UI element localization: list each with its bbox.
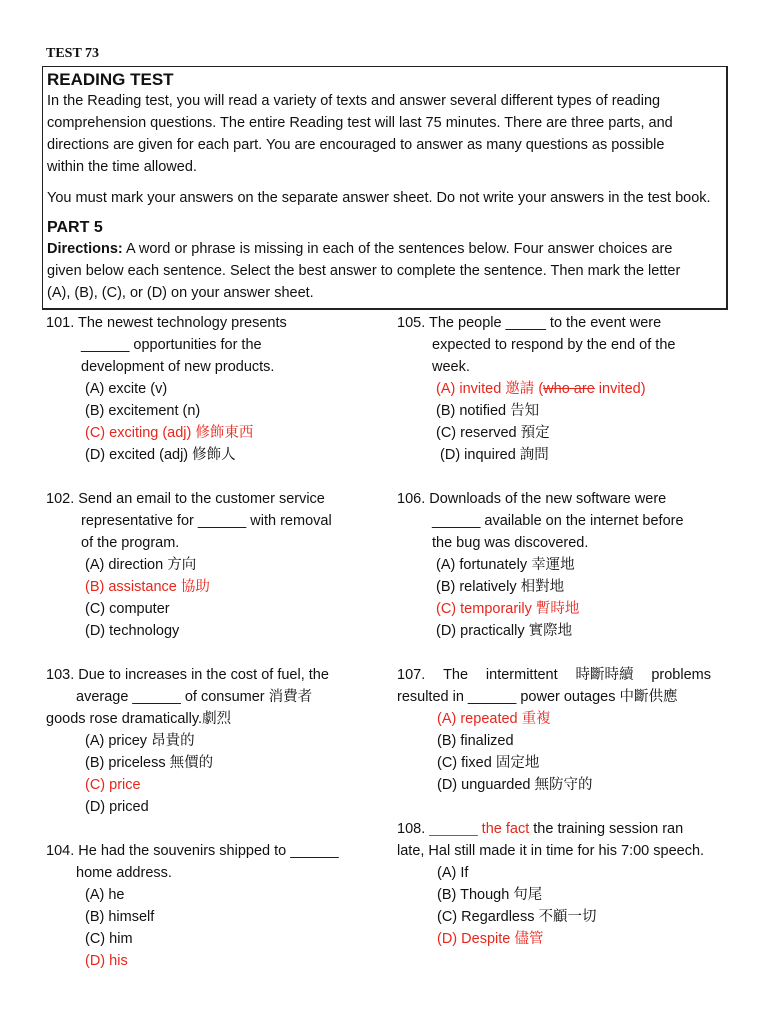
answer-option: (A) If [437,865,469,881]
directions-line [47,238,722,260]
correct-answer-option: (A) repeated 重複 [437,711,551,727]
question-101 [46,312,386,466]
question-stem: ______ available on the internet before [432,513,684,529]
question-stem: average ______ of consumer 消費者 [76,689,313,705]
answer-option: (B) Though 句尾 [437,887,543,903]
stem-word: intermittent [485,667,558,683]
stem-word: 時斷時續 [575,667,634,683]
answer-option: (A) direction 方向 [85,557,197,573]
option-text: (A) invited 邀請 ( [436,381,544,397]
question-105 [397,312,727,466]
question-stem: expected to respond by the end of the [432,337,676,353]
answer-option: (A) fortunately 幸運地 [436,557,575,573]
question-stem: of the program. [81,535,180,551]
question-stem: resulted in ______ power outages 中斷供應 [397,689,678,705]
answer-sheet-note: You must mark your answers on the separate answer sheet. Do not write your answers in the test book. [47,190,711,206]
question-stem: 106. Downloads of the new software were [397,491,667,507]
section-title: READING TEST [47,70,174,89]
answer-option: (D) excited (adj) 修飾人 [85,447,236,463]
answer-option: (B) excitement (n) [85,403,201,419]
question-stem: 101. The newest technology presents [46,315,287,331]
question-stem [397,664,711,686]
questions-right-column [397,312,727,972]
stem-word: 107. [397,667,426,683]
correct-answer-option: (C) price [85,777,141,793]
question-number: 108. [397,821,430,837]
reading-test-instructions [42,66,728,310]
directions-line: (A), (B), (C), or (D) on your answer sheet. [47,285,314,301]
answer-option: (B) finalized [437,733,514,749]
answer-option: (A) he [85,887,125,903]
question-stem: 102. Send an email to the customer service [46,491,325,507]
answer-option: (C) him [85,931,133,947]
question-stem: the bug was discovered. [432,535,589,551]
question-stem: representative for ______ with removal [81,513,332,529]
correct-answer-option: (C) temporarily 暫時地 [436,601,580,617]
answer-option: (C) Regardless 不顧一切 [437,909,597,925]
directions-text: A word or phrase is missing in each of the sentences below. Four answer choices are [122,241,673,257]
intro-line: comprehension questions. The entire Reading test will last 75 minutes. There are three parts, and [47,115,673,131]
answer-option: (B) priceless 無價的 [85,755,214,771]
question-stem: 104. He had the souvenirs shipped to ______ [46,843,339,859]
option-text: invited) [594,381,646,397]
question-stem: 105. The people _____ to the event were [397,315,662,331]
filled-blank-answer: ______ the fact [429,821,530,837]
answer-option: (D) technology [85,623,180,639]
stem-word: The [443,667,469,683]
question-106 [397,488,727,642]
stem-text: the training session ran [529,821,684,837]
part-title: PART 5 [47,219,103,236]
question-108 [397,818,727,950]
questions-left-column [46,312,386,994]
question-stem: development of new products. [81,359,275,375]
answer-option: (A) excite (v) [85,381,168,397]
test-number: TEST 73 [46,46,100,61]
correct-answer-option: (B) assistance 協助 [85,579,210,595]
answer-option: (C) reserved 預定 [436,425,550,441]
question-stem: late, Hal still made it in time for his 7:00 speech. [397,843,705,859]
correct-answer-option [397,378,727,400]
intro-line: within the time allowed. [47,159,197,175]
correct-answer-option: (C) exciting (adj) 修飾東西 [85,425,254,441]
question-103 [46,664,386,818]
question-stem: ______ opportunities for the [81,337,262,353]
intro-line: In the Reading test, you will read a variety of texts and answer several different types of reading [47,93,661,109]
correct-answer-option: (D) his [85,953,128,969]
answer-option: (D) inquired 詢問 [436,447,549,463]
question-stem: week. [432,359,470,375]
struck-text: who are [543,381,595,397]
directions-label: Directions: [47,241,123,257]
question-stem [397,818,727,840]
directions-line: given below each sentence. Select the best answer to complete the sentence. Then mark the letter [47,263,681,279]
question-102 [46,488,386,642]
answer-option: (C) computer [85,601,170,617]
correct-answer-option: (D) Despite 儘管 [437,931,544,947]
answer-option: (D) priced [85,799,149,815]
answer-option: (D) practically 實際地 [436,623,573,639]
stem-word: problems [651,667,711,683]
intro-line: directions are given for each part. You are encouraged to answer as many questions as possible [47,137,665,153]
question-104 [46,840,386,972]
question-stem: goods rose dramatically.劇烈 [46,711,232,727]
answer-option: (C) fixed 固定地 [437,755,540,771]
answer-option: (A) pricey 昂貴的 [85,733,195,749]
question-107 [397,664,727,796]
answer-option: (B) himself [85,909,155,925]
question-stem: home address. [76,865,172,881]
answer-option: (B) relatively 相對地 [436,579,565,595]
answer-option: (D) unguarded 無防守的 [437,777,593,793]
question-stem: 103. Due to increases in the cost of fuel, the [46,667,329,683]
answer-option: (B) notified 告知 [436,403,540,419]
